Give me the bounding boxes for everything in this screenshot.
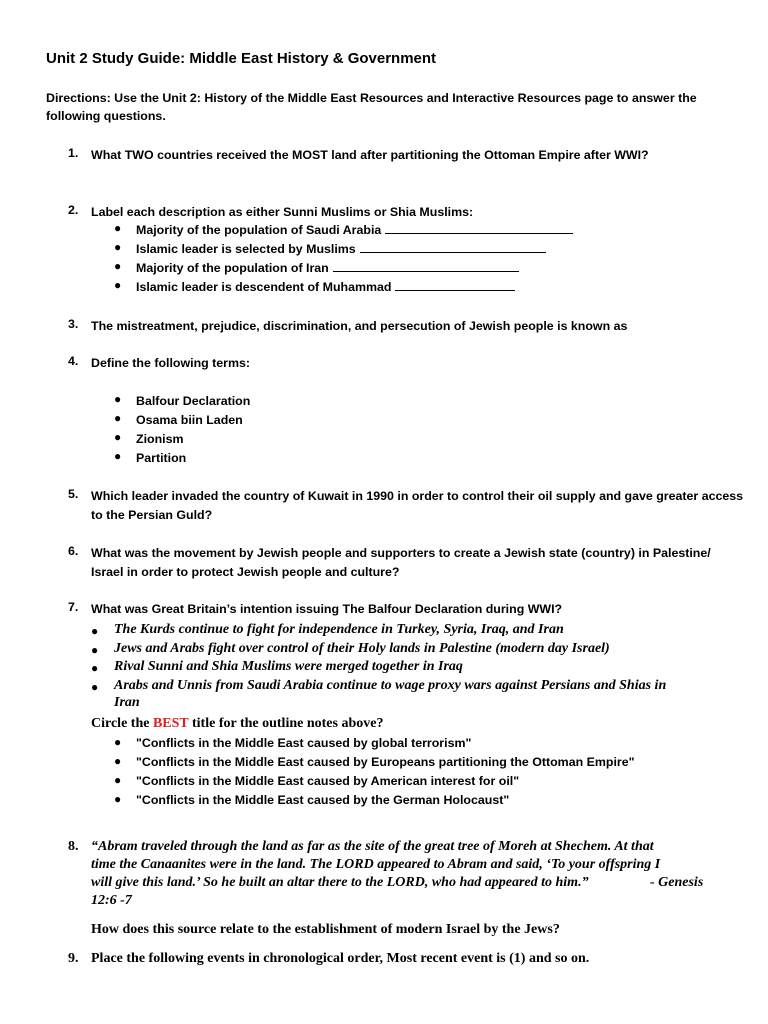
bullet-icon: ●	[91, 643, 99, 657]
bullet-icon: ●	[114, 449, 122, 463]
quote-citation: - Genesis	[650, 875, 704, 890]
bullet-icon: ●	[114, 773, 122, 787]
q2-item-3: Majority of the population of Iran	[136, 259, 519, 278]
best-emphasis: BEST	[152, 716, 189, 731]
question-1-text: What TWO countries received the MOST land after partitioning the Ottoman Empire after WWI?	[91, 148, 649, 162]
q4-term-2: Osama biin Laden	[136, 413, 243, 427]
bullet-icon: ●	[114, 278, 122, 292]
outline-note-4: Arabs and Unnis from Saudi Arabia continue to wage proxy wars against Persians and Shias in	[114, 678, 667, 693]
bullet-icon: ●	[91, 624, 99, 638]
bullet-icon: ●	[114, 259, 122, 273]
q4-term-3: Zionism	[136, 432, 184, 446]
bullet-icon: ●	[114, 792, 122, 806]
page-title: Unit 2 Study Guide: Middle East History & Government	[46, 50, 437, 67]
question-5-number: 5.	[68, 487, 79, 501]
title-option-4[interactable]: "Conflicts in the Middle East caused by the German Holocaust"	[136, 793, 510, 807]
question-9-text: Place the following events in chronological order, Most recent event is (1) and so on.	[91, 951, 590, 966]
question-4-text: Define the following terms:	[91, 356, 251, 370]
question-6-line-1: What was the movement by Jewish people and supporters to create a Jewish state (country) in Palestine/	[91, 546, 711, 560]
question-3-number: 3.	[68, 317, 79, 331]
question-9-number: 9.	[68, 951, 79, 966]
question-8-text: How does this source relate to the establishment of modern Israel by the Jews?	[91, 922, 560, 937]
bullet-icon: ●	[91, 680, 99, 694]
bullet-icon: ●	[114, 754, 122, 768]
question-8-number: 8.	[68, 839, 79, 854]
title-option-2[interactable]: "Conflicts in the Middle East caused by Europeans partitioning the Ottoman Empire"	[136, 755, 635, 769]
directions-line-1: Directions: Use the Unit 2: History of the Middle East Resources and Interactive Resources page to answer the	[46, 91, 697, 105]
bullet-icon: ●	[114, 411, 122, 425]
question-3-text: The mistreatment, prejudice, discrimination, and persecution of Jewish people is known as	[91, 319, 628, 333]
q2-item-2: Islamic leader is selected by Muslims	[136, 240, 546, 259]
answer-blank[interactable]	[333, 260, 519, 272]
title-option-3[interactable]: "Conflicts in the Middle East caused by American interest for oil"	[136, 774, 520, 788]
question-6-line-2: Israel in order to protect Jewish people and culture?	[91, 565, 400, 579]
question-7-number: 7.	[68, 600, 79, 614]
question-1-number: 1.	[68, 146, 79, 160]
question-5-line-1: Which leader invaded the country of Kuwait in 1990 in order to control their oil supply and gave greater access	[91, 489, 744, 503]
question-5-line-2: to the Persian Guld?	[91, 508, 213, 522]
bullet-icon: ●	[114, 735, 122, 749]
circle-best-prompt: Circle the BEST title for the outline notes above?	[91, 716, 384, 731]
answer-blank[interactable]	[360, 241, 546, 253]
directions-line-2: following questions.	[46, 109, 166, 123]
question-2-number: 2.	[68, 203, 79, 217]
bullet-icon: ●	[114, 430, 122, 444]
q4-term-1: Balfour Declaration	[136, 394, 251, 408]
outline-note-1: The Kurds continue to fight for independence in Turkey, Syria, Iraq, and Iran	[114, 622, 564, 637]
quote-line-4: 12:6 -7	[91, 893, 132, 908]
bullet-icon: ●	[114, 221, 122, 235]
question-4-number: 4.	[68, 354, 79, 368]
outline-note-2: Jews and Arabs fight over control of their Holy lands in Palestine (modern day Israel)	[114, 641, 610, 656]
question-6-number: 6.	[68, 544, 79, 558]
q4-term-4: Partition	[136, 451, 187, 465]
answer-blank[interactable]	[385, 222, 573, 234]
bullet-icon: ●	[114, 240, 122, 254]
bullet-icon: ●	[91, 661, 99, 675]
quote-line-1: “Abram traveled through the land as far as the site of the great tree of Moreh at Shechem. At that	[91, 839, 654, 854]
title-option-1[interactable]: "Conflicts in the Middle East caused by global terrorism"	[136, 736, 472, 750]
quote-line-2: time the Canaanites were in the land. The LORD appeared to Abram and said, ‘To your offspring I	[91, 857, 661, 872]
bullet-icon: ●	[114, 392, 122, 406]
question-7-text: What was Great Britain’s intention issuing The Balfour Declaration during WWI?	[91, 602, 563, 616]
q2-item-4: Islamic leader is descendent of Muhammad	[136, 278, 515, 297]
question-2-text: Label each description as either Sunni Muslims or Shia Muslims:	[91, 205, 474, 219]
outline-note-3: Rival Sunni and Shia Muslims were merged together in Iraq	[114, 659, 463, 674]
answer-blank[interactable]	[395, 279, 515, 291]
quote-line-3: will give this land.’ So he built an altar there to the LORD, who had appeared to him.”	[91, 875, 589, 890]
outline-note-4-cont: Iran	[114, 695, 140, 710]
q2-item-1: Majority of the population of Saudi Arabia	[136, 221, 573, 240]
